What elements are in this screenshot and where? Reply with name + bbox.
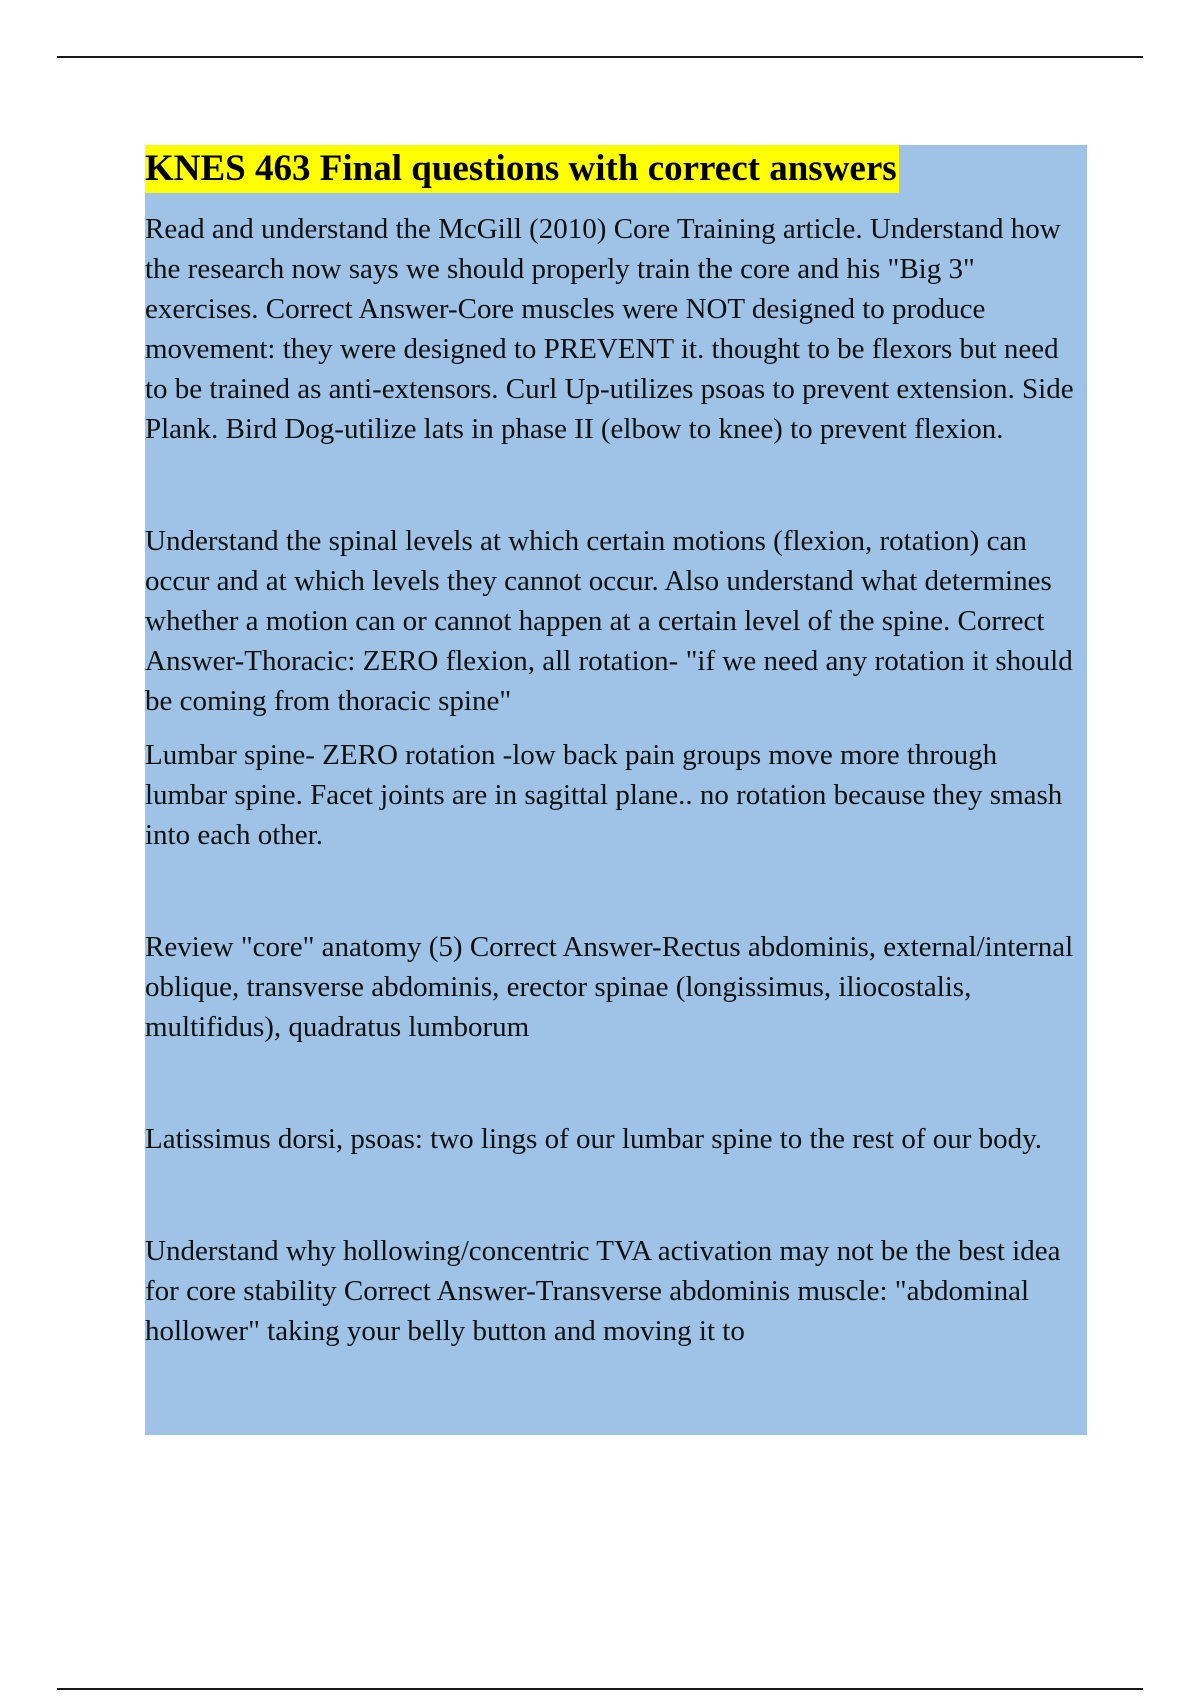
qa-paragraph-latissimus-psoas: Latissimus dorsi, psoas: two lings of our lumbar spine to the rest of our body. [145,1123,1043,1155]
header-rule [57,56,1143,58]
document-body [145,145,1087,1435]
qa-paragraph-lumbar-spine: Lumbar spine- ZERO rotation -low back pain groups move more through lumbar spine. Facet joints are in sagittal plane.. no rotation because they smash into each other. [145,739,1063,851]
qa-paragraph-core-training: Read and understand the McGill (2010) Core Training article. Understand how the research now says we should properly train the core and his "Big 3" exercises. Correct Answer-Core muscles were NOT designed to produce movement: they were designed to PREVENT it. thought to be flexors but need to be trained as anti-extensors. Curl Up-utilizes psoas to prevent extension. Side Plank. Bird Dog-utilize lats in phase II (elbow to knee) to prevent flexion. [145,213,1074,445]
document-title: KNES 463 Final questions with correct answers [145,145,899,193]
qa-paragraph-core-anatomy: Review "core" anatomy (5) Correct Answer-Rectus abdominis, external/internal oblique, transverse abdominis, erector spinae (longissimus, iliocostalis, multifidus), quadratus lumborum [145,931,1074,1043]
qa-paragraph-spinal-levels: Understand the spinal levels at which certain motions (flexion, rotation) can occur and at which levels they cannot occur. Also understand what determines whether a motion can or cannot happen at a certain level of the spine. Correct Answer-Thoracic: ZERO flexion, all rotation- "if we need any rotation it should be coming from thoracic spine" [145,525,1073,717]
footer-rule [57,1688,1143,1690]
qa-paragraph-hollowing-tva: Understand why hollowing/concentric TVA activation may not be the best idea for core stability Correct Answer-Transverse abdominis muscle: "abdominal hollower" taking your belly button and moving it to [145,1235,1061,1347]
